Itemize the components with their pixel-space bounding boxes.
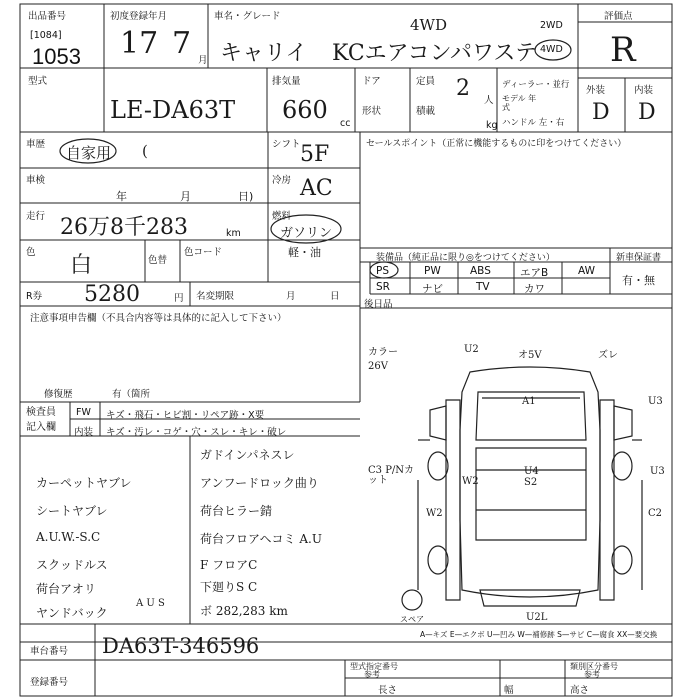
notes-label: 注意事項申告欄（不具合内容等は具体的に記入して下さい）: [30, 313, 287, 324]
category-ref: 参考: [584, 670, 600, 679]
note-left-tail: A U S: [136, 598, 165, 609]
diagram-mark-8: U4 S2: [524, 466, 539, 488]
kg-unit: kg: [486, 120, 498, 131]
ext-label: 外装: [586, 85, 606, 96]
drive-note: 4WD: [410, 16, 447, 34]
handle-label: ハンドル 左・右: [502, 118, 565, 128]
day-unit: 日): [238, 190, 254, 203]
dealer-label: ディーラー・並行: [502, 80, 570, 90]
drive-4wd: 4WD: [540, 44, 563, 55]
inspection-label: 車検: [26, 175, 46, 186]
type-designation-label: 型式指定番号: [350, 662, 398, 671]
inspector-int-items: キズ・汚レ・コゲ・穴・スレ・キレ・破レ: [106, 427, 287, 438]
color-code-label: 色コード: [184, 247, 223, 258]
reg-label: 登録番号: [30, 677, 69, 688]
chassis-label: 車台番号: [30, 646, 69, 657]
ac-value: AC: [300, 176, 333, 201]
repair-label: 修復歴: [44, 389, 73, 400]
note-right-4: 荷台フロアヘコミ A.U: [200, 532, 322, 546]
equip-ps: PS: [376, 265, 389, 277]
equipment-label: 装備品（純正品に限り◎をつけてください）: [376, 253, 555, 263]
recycle-value: 5280: [84, 282, 140, 307]
int-grade: D: [638, 100, 656, 125]
note-left-5: 荷台アオリ: [36, 582, 96, 596]
lot-number: 1053: [32, 44, 81, 69]
diagram-mark-10: C2: [648, 508, 663, 519]
inspector-fw-items: キズ・飛石・ヒビ割・リペア跡・X要: [106, 410, 265, 421]
person-unit: 人: [484, 95, 494, 106]
month-unit: 月: [198, 55, 208, 66]
model-name: キャリイ: [220, 41, 308, 66]
category-label: 類別区分番号: [570, 662, 618, 671]
equip-abs: ABS: [470, 265, 491, 277]
score-label: 評価点: [604, 11, 633, 22]
repair-value: 有（箇所: [112, 389, 151, 400]
history-label: 車歴: [26, 139, 46, 150]
capacity-value: 2: [456, 76, 470, 101]
fuel-value: ガソリン: [280, 226, 333, 241]
recycle-label: R券: [26, 291, 43, 302]
color-change-label: 色替: [148, 255, 168, 266]
shift-value: 5F: [300, 142, 330, 167]
km-unit: km: [226, 228, 241, 239]
note-right-1: ガドインパネスレ: [200, 448, 295, 462]
mileage-value: 26万8千283: [60, 215, 188, 240]
model-year-label: モデル 年式: [502, 94, 537, 112]
note-left-6: ヤンドバック: [36, 606, 108, 620]
first-reg-label: 初度登録年月: [110, 11, 168, 22]
displacement-label: 排気量: [272, 76, 301, 87]
note-left-2: シートヤブレ: [36, 504, 108, 518]
diagram-mark-3: ズレ: [598, 350, 618, 361]
cc-unit: cc: [340, 118, 351, 129]
warranty-label: 新車保証書: [616, 253, 662, 263]
height-label: 高さ: [570, 685, 590, 696]
diagram-mark-6: C3 P/Nカット: [368, 465, 415, 486]
color-value: 白: [70, 253, 93, 278]
length-label: 長さ: [378, 685, 398, 696]
capacity-label: 定員: [416, 76, 436, 87]
note-right-6: 下廻りS C: [200, 580, 258, 594]
diagram-mark-7: W2: [462, 476, 479, 487]
diagram-mark-12: スペア: [400, 615, 424, 624]
diagram-mark-11: W2: [426, 508, 443, 519]
mileage-label: 走行: [26, 211, 46, 222]
diagram-mark-1: U2: [464, 344, 479, 355]
displacement-value: 660: [282, 96, 328, 124]
type-value: LE-DA63T: [110, 96, 236, 124]
inspector-label: 検査員 記入欄: [26, 407, 56, 433]
first-reg-year: 17: [120, 26, 159, 61]
door-label: ドア: [362, 76, 381, 87]
rear-seat-label: 後日品: [364, 299, 393, 310]
diagram-color-note: カラー 26V: [368, 347, 398, 372]
fuel-label: 燃料: [272, 211, 292, 222]
year-unit: 年: [116, 190, 127, 203]
diagram-mark-4: A1: [522, 396, 536, 407]
note-left-3: A.U.W.-S.C: [36, 530, 101, 544]
diagram-mark-13: U2L: [526, 612, 548, 623]
load-label: 積載: [416, 106, 436, 117]
chassis-value: DA63T-346596: [102, 634, 260, 658]
diagram-mark-9: U3: [650, 466, 665, 477]
lot-label: 出品番号: [28, 11, 67, 22]
equip-navi: ナビ: [422, 283, 443, 295]
shape-label: 形状: [362, 106, 382, 117]
note-left-4: スクッドルス: [36, 558, 108, 572]
ext-grade: D: [592, 100, 610, 125]
score: R: [610, 30, 636, 70]
first-reg-month: 7: [172, 26, 192, 61]
equip-pw: PW: [424, 265, 441, 277]
name-change-label: 名変期限: [196, 291, 235, 302]
ac-label: 冷房: [272, 175, 292, 186]
diagram-legend: A—キズ E—エクボ U—凹み W—補修跡 S—サビ C—腐食 XX—要交換: [420, 630, 658, 639]
nc-day: 日: [330, 291, 340, 302]
nc-month: 月: [286, 291, 296, 302]
note-left-1: カーペットヤブレ: [36, 476, 132, 490]
note-right-3: 荷台ヒラー錆: [200, 504, 273, 518]
diagram-mark-5: U3: [648, 396, 663, 407]
equip-sr: SR: [376, 281, 390, 293]
note-right-2: アンフードロック曲り: [200, 476, 319, 490]
int-label: 内装: [634, 85, 654, 96]
shift-label: シフト: [272, 139, 301, 150]
note-right-5: F フロアC: [200, 558, 258, 572]
type-label: 型式: [28, 76, 48, 87]
history-value: 自家用: [66, 144, 112, 162]
model-name-label: 車名・グレード: [214, 11, 281, 22]
equip-airbag: エアB: [520, 267, 549, 279]
warranty-value: 有・無: [622, 274, 655, 287]
fuel-alt: 軽・油: [288, 246, 321, 259]
drive-2wd: 2WD: [540, 20, 563, 31]
yen-unit: 円: [174, 293, 184, 304]
inspector-int-label: 内装: [74, 427, 94, 438]
grade: KCエアコンパワステ: [332, 41, 537, 66]
lot-code: [1084]: [30, 30, 62, 41]
history-paren: (: [142, 142, 148, 160]
equip-tv: TV: [476, 281, 490, 293]
sales-point-label: セールスポイント（正常に機能するものに印をつけてください）: [366, 139, 627, 149]
diagram-mark-2: オ5V: [518, 350, 542, 361]
note-right-7: ボ 282,283 km: [200, 604, 288, 618]
month-unit-2: 月: [180, 190, 191, 203]
equip-leather: カワ: [524, 283, 545, 295]
width-label: 幅: [504, 685, 514, 696]
type-designation-ref: 参考: [364, 670, 380, 679]
color-label: 色: [26, 247, 36, 258]
inspector-fw-label: FW: [76, 407, 91, 418]
equip-aw: AW: [578, 265, 595, 277]
